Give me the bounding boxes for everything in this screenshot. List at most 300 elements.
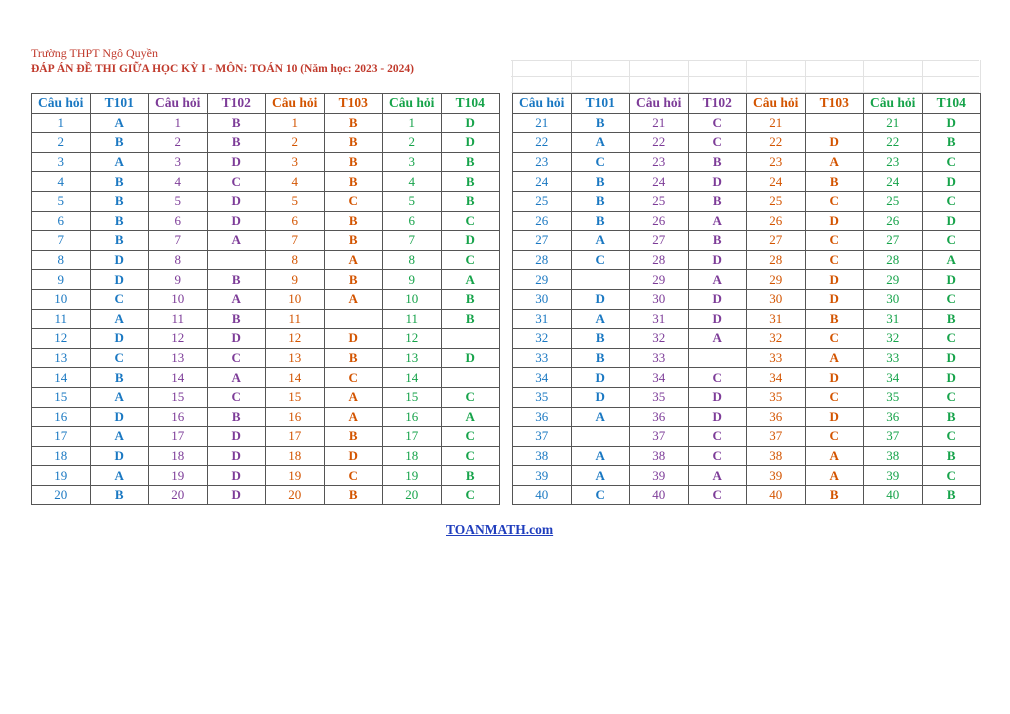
question-number-cell: 31 [864,309,923,329]
question-number-cell: 37 [630,427,689,447]
answer-cell: B [324,133,383,153]
answer-cell: D [207,485,266,505]
question-number-cell: 37 [513,427,572,447]
table-row [32,309,500,329]
answer-cell: B [441,172,500,192]
answer-cell [441,368,500,388]
gridline [688,60,689,93]
question-number-cell: 14 [149,368,208,388]
answer-cell: B [571,348,630,368]
answer-cell: B [922,309,981,329]
answer-cell: D [324,329,383,349]
answer-cell: D [207,446,266,466]
question-number-cell: 13 [266,348,325,368]
answer-cell: C [922,231,981,251]
question-number-cell: 19 [266,466,325,486]
answer-cell: A [90,387,149,407]
answer-cell: B [207,309,266,329]
question-number-cell: 4 [266,172,325,192]
question-number-cell: 21 [747,113,806,133]
answer-cell: A [90,152,149,172]
school-name: Trường THPT Ngô Quyền [31,46,158,60]
question-number-cell: 12 [383,329,442,349]
question-number-cell: 19 [383,466,442,486]
answer-cell: D [805,270,864,290]
answer-cell: D [324,446,383,466]
answer-cell: C [922,466,981,486]
question-number-cell: 5 [383,191,442,211]
question-number-cell: 16 [149,407,208,427]
answer-cell: A [571,231,630,251]
question-number-cell: 15 [383,387,442,407]
question-number-cell: 23 [513,152,572,172]
answer-cell: C [207,172,266,192]
answer-cell [571,427,630,447]
question-number-cell: 21 [864,113,923,133]
answer-cell [441,329,500,349]
answer-cell: B [805,309,864,329]
question-number-cell: 38 [747,446,806,466]
table-row [32,329,500,349]
question-number-cell: 23 [747,152,806,172]
question-header: Câu hỏi [513,94,572,114]
answer-cell: D [90,407,149,427]
question-number-cell: 15 [266,387,325,407]
header-row [513,94,981,114]
question-number-cell: 3 [149,152,208,172]
question-number-cell: 35 [630,387,689,407]
answer-cell: C [90,348,149,368]
answer-cell: B [688,152,747,172]
answer-cell: C [688,427,747,447]
answer-cell: B [207,113,266,133]
question-number-cell: 29 [513,270,572,290]
table-row [32,407,500,427]
answer-cell: C [805,427,864,447]
question-number-cell: 23 [864,152,923,172]
answer-table-left [31,93,500,505]
question-number-cell: 10 [32,289,91,309]
answer-cell: C [207,387,266,407]
table-row [513,250,981,270]
answer-cell: D [922,368,981,388]
answer-cell: C [922,427,981,447]
answer-cell: A [688,329,747,349]
answer-cell: C [441,387,500,407]
question-number-cell: 16 [266,407,325,427]
question-number-cell: 2 [32,133,91,153]
question-number-cell: 30 [513,289,572,309]
question-number-cell: 25 [747,191,806,211]
document-title: ĐÁP ÁN ĐỀ THI GIỮA HỌC KỲ I - MÔN: TOÁN 10 (Năm học: 2023 - 2024) [31,63,414,75]
table-row [513,466,981,486]
question-header: Câu hỏi [864,94,923,114]
table-row [32,427,500,447]
answer-cell: A [441,270,500,290]
question-number-cell: 13 [32,348,91,368]
question-number-cell: 37 [747,427,806,447]
answer-cell: A [571,309,630,329]
answer-cell: D [688,309,747,329]
gridline [746,60,747,93]
question-number-cell: 38 [630,446,689,466]
question-header: Câu hỏi [383,94,442,114]
answer-cell: C [805,191,864,211]
question-number-cell: 18 [266,446,325,466]
answer-cell: B [207,133,266,153]
answer-cell: C [922,329,981,349]
exam-code-header: T101 [90,94,149,114]
question-number-cell: 33 [513,348,572,368]
answer-cell: C [805,250,864,270]
table-row [513,427,981,447]
answer-cell: B [207,270,266,290]
question-number-cell: 33 [864,348,923,368]
question-number-cell: 6 [149,211,208,231]
question-number-cell: 3 [266,152,325,172]
question-number-cell: 7 [266,231,325,251]
answer-cell: B [441,152,500,172]
answer-cell: A [805,348,864,368]
answer-cell: B [805,485,864,505]
question-number-cell: 14 [383,368,442,388]
table-row [513,368,981,388]
answer-cell: B [90,485,149,505]
question-number-cell: 5 [32,191,91,211]
question-number-cell: 20 [266,485,325,505]
question-number-cell: 26 [513,211,572,231]
question-number-cell: 28 [630,250,689,270]
answer-cell: C [571,152,630,172]
answer-cell: B [90,211,149,231]
gridline [980,60,981,93]
question-number-cell: 7 [32,231,91,251]
question-number-cell: 21 [630,113,689,133]
question-number-cell: 1 [383,113,442,133]
answer-cell: A [571,446,630,466]
answer-cell: D [805,211,864,231]
answer-cell: B [805,172,864,192]
table-row [32,446,500,466]
question-number-cell: 34 [864,368,923,388]
answer-cell: B [571,172,630,192]
question-number-cell: 22 [747,133,806,153]
question-number-cell: 16 [383,407,442,427]
answer-cell: A [207,231,266,251]
table-row [32,113,500,133]
question-number-cell: 1 [266,113,325,133]
question-number-cell: 34 [747,368,806,388]
answer-cell: B [324,211,383,231]
table-row [32,152,500,172]
table-row [513,289,981,309]
question-number-cell: 22 [630,133,689,153]
question-number-cell: 26 [630,211,689,231]
question-header: Câu hỏi [630,94,689,114]
question-number-cell: 4 [383,172,442,192]
answer-cell: C [571,250,630,270]
gridline [571,60,572,93]
answer-cell: D [90,270,149,290]
question-number-cell: 18 [32,446,91,466]
answer-cell: B [90,172,149,192]
answer-cell: B [324,427,383,447]
question-number-cell: 4 [149,172,208,192]
question-number-cell: 30 [747,289,806,309]
answer-cell: C [688,368,747,388]
answer-cell: D [571,368,630,388]
question-number-cell: 25 [513,191,572,211]
question-number-cell: 25 [630,191,689,211]
question-number-cell: 11 [32,309,91,329]
table-row [32,133,500,153]
question-number-cell: 10 [266,289,325,309]
answer-cell: D [922,270,981,290]
question-number-cell: 26 [747,211,806,231]
answer-cell: B [324,152,383,172]
answer-cell: C [688,133,747,153]
question-number-cell: 40 [513,485,572,505]
question-number-cell: 36 [747,407,806,427]
answer-cell: D [441,133,500,153]
answer-cell: C [324,466,383,486]
answer-cell [571,270,630,290]
question-number-cell: 20 [383,485,442,505]
question-number-cell: 7 [383,231,442,251]
question-number-cell: 10 [383,289,442,309]
answer-cell: C [688,485,747,505]
exam-code-header: T102 [207,94,266,114]
answer-cell: B [688,191,747,211]
table-row [513,211,981,231]
question-number-cell: 39 [630,466,689,486]
question-header: Câu hỏi [266,94,325,114]
question-number-cell: 8 [149,250,208,270]
question-number-cell: 39 [864,466,923,486]
gridline [863,60,864,93]
answer-cell: C [688,113,747,133]
answer-cell: C [324,368,383,388]
answer-cell: C [441,427,500,447]
answer-cell: C [688,446,747,466]
exam-code-header: T104 [441,94,500,114]
question-number-cell: 11 [383,309,442,329]
question-number-cell: 2 [383,133,442,153]
question-number-cell: 1 [32,113,91,133]
answer-cell: C [324,191,383,211]
answer-cell: A [324,250,383,270]
answer-cell: B [922,407,981,427]
question-number-cell: 17 [32,427,91,447]
question-number-cell: 35 [864,387,923,407]
question-number-cell: 12 [149,329,208,349]
answer-cell: A [805,446,864,466]
toanmath-link[interactable]: TOANMATH.com [446,522,554,537]
answer-cell: B [571,211,630,231]
question-number-cell: 36 [864,407,923,427]
question-number-cell: 33 [747,348,806,368]
answer-cell: A [571,133,630,153]
answer-cell: D [688,387,747,407]
question-number-cell: 24 [513,172,572,192]
table-row [32,485,500,505]
question-number-cell: 33 [630,348,689,368]
answer-cell: A [441,407,500,427]
question-number-cell: 27 [630,231,689,251]
answer-cell: B [441,466,500,486]
question-number-cell: 31 [747,309,806,329]
question-number-cell: 9 [266,270,325,290]
answer-cell: D [805,407,864,427]
question-number-cell: 35 [747,387,806,407]
question-number-cell: 34 [513,368,572,388]
answer-cell: B [324,348,383,368]
answer-cell: C [922,289,981,309]
answer-cell: B [922,446,981,466]
answer-cell: A [90,309,149,329]
answer-cell: B [922,485,981,505]
answer-cell: A [571,466,630,486]
answer-cell: D [207,152,266,172]
table-row [32,231,500,251]
question-number-cell: 13 [149,348,208,368]
answer-cell: C [90,289,149,309]
question-number-cell: 9 [32,270,91,290]
table-row [513,231,981,251]
answer-cell: D [441,113,500,133]
answer-cell: C [805,387,864,407]
answer-cell: B [207,407,266,427]
answer-cell: D [207,211,266,231]
answer-cell: D [688,250,747,270]
question-number-cell: 1 [149,113,208,133]
table-row [513,329,981,349]
answer-cell: C [207,348,266,368]
answer-cell: D [922,113,981,133]
question-header: Câu hỏi [149,94,208,114]
question-number-cell: 32 [747,329,806,349]
answer-cell: A [688,211,747,231]
question-number-cell: 17 [266,427,325,447]
answer-cell: B [90,368,149,388]
question-number-cell: 6 [32,211,91,231]
answer-cell: C [805,329,864,349]
answer-cell [207,250,266,270]
question-number-cell: 3 [383,152,442,172]
table-row [513,348,981,368]
question-number-cell: 9 [383,270,442,290]
answer-cell: A [90,466,149,486]
question-number-cell: 12 [32,329,91,349]
answer-cell: B [324,270,383,290]
question-number-cell: 11 [149,309,208,329]
answer-cell: A [571,407,630,427]
question-number-cell: 5 [149,191,208,211]
question-number-cell: 13 [383,348,442,368]
question-header: Câu hỏi [747,94,806,114]
question-number-cell: 18 [149,446,208,466]
answer-cell [805,113,864,133]
table-row [32,387,500,407]
question-number-cell: 15 [149,387,208,407]
answer-cell: C [571,485,630,505]
question-number-cell: 32 [630,329,689,349]
question-number-cell: 38 [864,446,923,466]
question-number-cell: 26 [864,211,923,231]
answer-cell: D [571,387,630,407]
table-row [32,250,500,270]
question-number-cell: 40 [630,485,689,505]
question-number-cell: 39 [747,466,806,486]
table-row [513,309,981,329]
question-number-cell: 29 [630,270,689,290]
header-row [32,94,500,114]
exam-code-header: T103 [805,94,864,114]
answer-cell: C [922,191,981,211]
question-number-cell: 36 [513,407,572,427]
question-number-cell: 40 [864,485,923,505]
question-number-cell: 20 [32,485,91,505]
table-row [32,466,500,486]
question-number-cell: 6 [383,211,442,231]
table-row [513,407,981,427]
question-number-cell: 30 [864,289,923,309]
question-number-cell: 7 [149,231,208,251]
answer-cell: B [571,329,630,349]
question-number-cell: 23 [630,152,689,172]
answer-cell: D [805,368,864,388]
answer-cell: D [90,446,149,466]
answer-table-right [512,93,981,505]
answer-cell: D [90,250,149,270]
question-number-cell: 32 [864,329,923,349]
answer-cell: A [922,250,981,270]
question-number-cell: 14 [266,368,325,388]
answer-cell: A [688,270,747,290]
table-row [32,191,500,211]
question-number-cell: 3 [32,152,91,172]
answer-cell: D [688,407,747,427]
answer-cell: A [207,368,266,388]
table-row [32,211,500,231]
answer-cell: D [922,348,981,368]
answer-cell: B [688,231,747,251]
answer-cell: D [922,172,981,192]
question-number-cell: 8 [266,250,325,270]
table-row [32,172,500,192]
question-header: Câu hỏi [32,94,91,114]
gridline [512,60,513,93]
question-number-cell: 29 [747,270,806,290]
question-number-cell: 14 [32,368,91,388]
question-number-cell: 10 [149,289,208,309]
answer-cell: B [922,133,981,153]
answer-cell: A [805,152,864,172]
question-number-cell: 27 [513,231,572,251]
answer-cell: C [922,152,981,172]
question-number-cell: 8 [32,250,91,270]
table-row [513,191,981,211]
answer-cell: A [324,407,383,427]
question-number-cell: 39 [513,466,572,486]
answer-cell: B [324,231,383,251]
question-number-cell: 29 [864,270,923,290]
answer-cell: D [805,133,864,153]
question-number-cell: 21 [513,113,572,133]
table-row [513,113,981,133]
answer-cell: B [441,191,500,211]
answer-cell: D [571,289,630,309]
